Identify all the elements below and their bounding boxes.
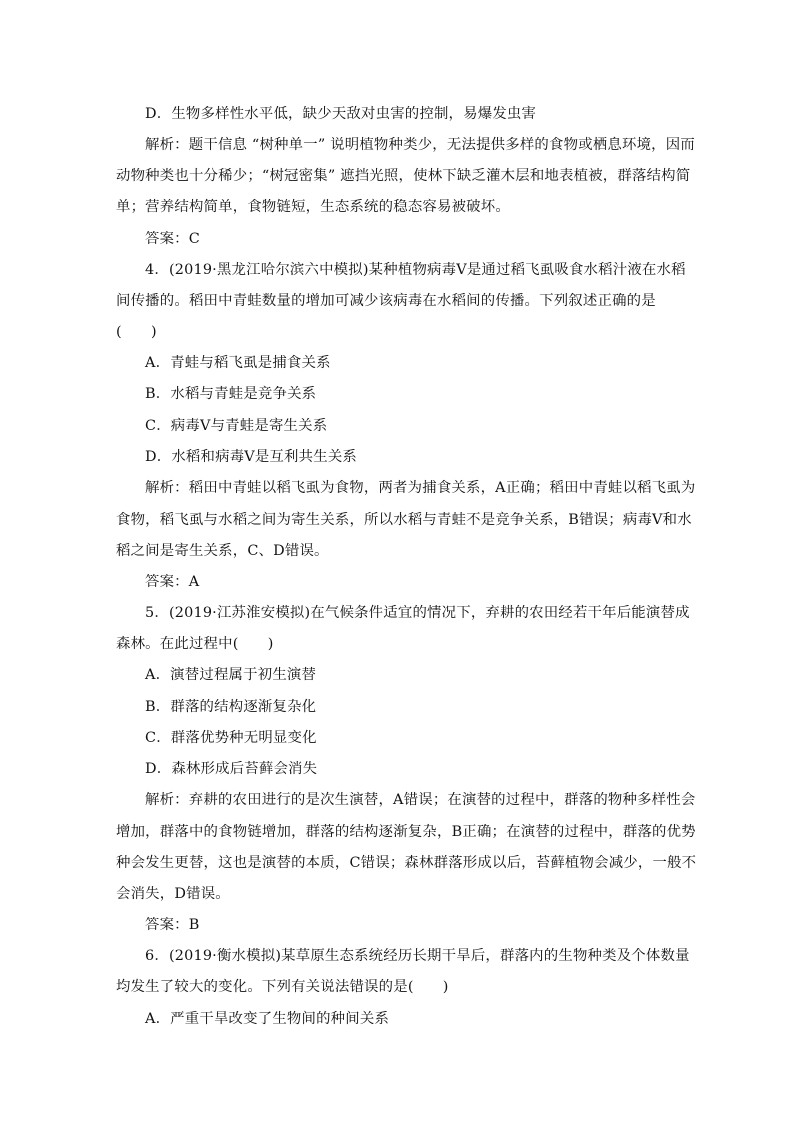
q5-option-a: A．演替过程属于初生演替 (145, 667, 317, 683)
q3-option-d: D．生物多样性水平低，缺少天敌对虫害的控制，易爆发虫害 (145, 106, 537, 122)
q4-stem-line-3: ( ) (116, 324, 157, 340)
q3-analysis-line-3: 单；营养结构简单，食物链短，生态系统的稳态容易被破坏。 (116, 199, 510, 215)
q4-stem-line-2: 间传播的。稻田中青蛙数量的增加可减少该病毒在水稻间的传播。下列叙述正确的是 (116, 293, 656, 309)
q5-answer: 答案：B (145, 917, 200, 933)
q4-option-c: C．病毒V与青蛙是寄生关系 (145, 418, 328, 434)
q3-analysis-line-2: 动物种类也十分稀少；“树冠密集” 遮挡光照，使林下缺乏灌木层和地表植被，群落结构简 (116, 168, 691, 184)
q4-stem-line-1: 4．(2019·黑龙江哈尔滨六中模拟)某种植物病毒V是通过稻飞虱吸食水稻汁液在水稻 (145, 262, 686, 278)
q4-option-a: A．青蛙与稻飞虱是捕食关系 (145, 355, 331, 371)
q5-analysis-line-3: 种会发生更替，这也是演替的本质，C错误；森林群落形成以后，苔藓植物会减少，一般不 (116, 855, 697, 871)
q3-answer: 答案：C (145, 231, 200, 247)
q3-analysis-line-1: 解析：题干信息 “树种单一” 说明植物种类少，无法提供多样的食物或栖息环境，因而 (145, 137, 695, 153)
q5-stem-line-1: 5．(2019·江苏淮安模拟)在气候条件适宜的情况下，弃耕的农田经若干年后能演替成 (145, 605, 690, 621)
q5-option-d: D．森林形成后苔藓会消失 (145, 761, 318, 777)
q4-answer: 答案：A (145, 574, 200, 590)
q4-option-d: D．水稻和病毒V是互利共生关系 (145, 449, 358, 465)
q5-stem-line-2: 森林。在此过程中( ) (116, 636, 274, 652)
q4-analysis-line-3: 稻之间是寄生关系，C、D错误。 (116, 543, 329, 559)
q4-analysis-line-2: 食物，稻飞虱与水稻之间为寄生关系，所以水稻与青蛙不是竞争关系，B错误；病毒V和水 (116, 512, 692, 528)
q5-option-c: C．群落优势种无明显变化 (145, 730, 317, 746)
q6-stem-line-2: 均发生了较大的变化。下列有关说法错误的是( ) (116, 979, 449, 995)
q4-analysis-line-1: 解析：稻田中青蛙以稻飞虱为食物，两者为捕食关系，A正确；稻田中青蛙以稻飞虱为 (145, 480, 696, 496)
q5-analysis-line-1: 解析：弃耕的农田进行的是次生演替，A错误；在演替的过程中，群落的物种多样性会 (145, 792, 696, 808)
q4-option-b: B．水稻与青蛙是竞争关系 (145, 386, 317, 402)
q5-analysis-line-4: 会消失，D错误。 (116, 886, 230, 902)
q6-option-a: A．严重干旱改变了生物间的种间关系 (145, 1011, 390, 1027)
q6-stem-line-1: 6．(2019·衡水模拟)某草原生态系统经历长期干旱后，群落内的生物种类及个体数量 (145, 948, 690, 964)
q5-analysis-line-2: 增加，群落中的食物链增加，群落的结构逐渐复杂，B正确；在演替的过程中，群落的优势 (116, 824, 696, 840)
q5-option-b: B．群落的结构逐渐复杂化 (145, 699, 317, 715)
